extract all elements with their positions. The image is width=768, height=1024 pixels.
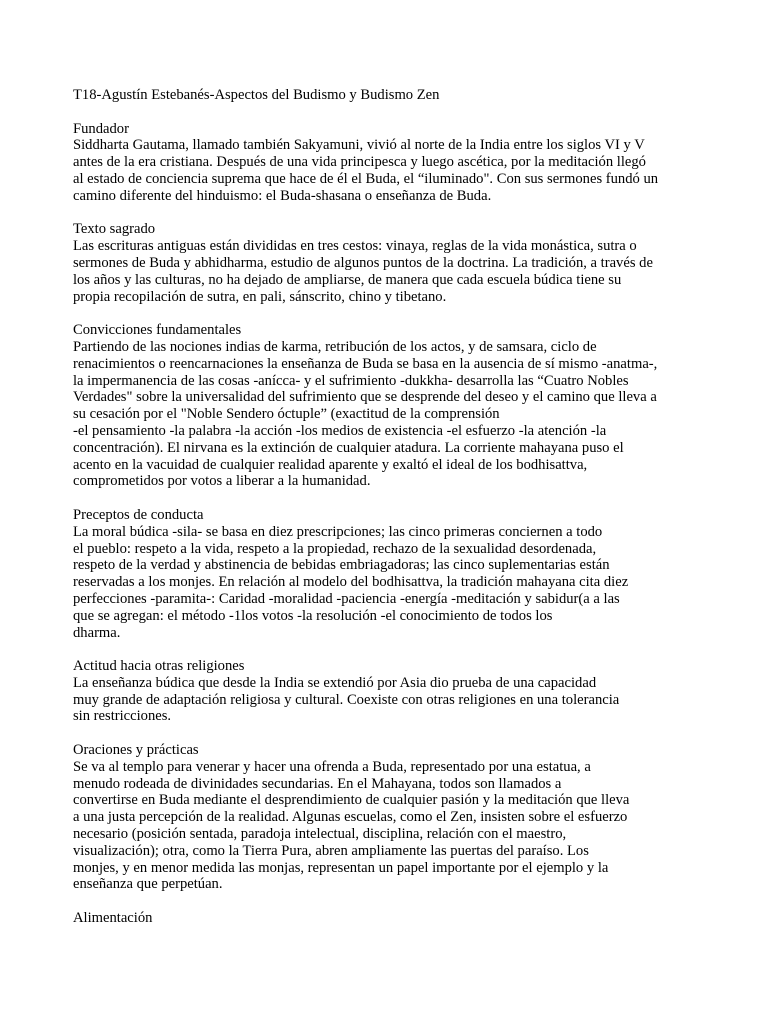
paragraph-line: su cesación por el "Noble Sendero óctuple” (exactitud de la comprensión [73,406,500,423]
paragraph-line: La enseñanza búdica que desde la India se extendió por Asia dio prueba de una capacidad [73,674,597,691]
paragraph-line: Siddharta Gautama, llamado también Sakyamuni, vivió al norte de la India entre los siglos VI y V [73,137,645,154]
paragraph-line: necesario (posición sentada, paradoja intelectual, disciplina, relación con el maestro, [73,826,567,843]
paragraph-line: visualización); otra, como la Tierra Pura, abren ampliamente las puertas del paraíso. Los [73,842,589,859]
paragraph-line: La moral búdica -sila- se basa en diez prescripciones; las cinco primeras conciernen a todo [73,523,603,540]
section [73,742,703,893]
paragraph-line: camino diferente del hinduismo: el Buda-shasana o enseñanza de Buda. [73,187,492,204]
section [73,910,703,927]
paragraph-line: los años y las culturas, no ha dejado de ampliarse, de manera que cada escuela búdica tiene su [73,271,622,288]
paragraph-line: Partiendo de las nociones indias de karma, retribución de los actos, y de samsara, ciclo de [73,338,597,355]
paragraph-line: menudo rodeada de divinidades secundarias. En el Mahayana, todos son llamados a [73,775,562,792]
paragraph-line: sermones de Buda y abhidharma, estudio de algunos puntos de la doctrina. La tradición, a través de [73,254,653,271]
paragraph-line: enseñanza que perpetúan. [73,876,223,893]
section [73,322,703,490]
document-title: T18-Agustín Estebanés-Aspectos del Budismo y Budismo Zen [73,87,440,103]
paragraph-line: a una justa percepción de la realidad. Algunas escuelas, como el Zen, insisten sobre el esfuerzo [73,809,628,826]
paragraph-line: comprometidos por votos a liberar a la humanidad. [73,473,371,490]
paragraph-line: Se va al templo para venerar y hacer una ofrenda a Buda, representado por una estatua, a [73,758,591,775]
section [73,507,703,641]
paragraph-line: que se agregan: el método -1los votos -la resolución -el conocimiento de todos los [73,607,553,624]
paragraph-line: antes de la era cristiana. Después de una vida principesca y luego ascética, por la meditación llegó [73,154,646,171]
paragraph-line: el pueblo: respeto a la vida, respeto a la propiedad, rechazo de la sexualidad desordenada, [73,540,597,557]
section [73,658,703,725]
paragraph-line: respeto de la verdad y abstinencia de bebidas embriagadoras; las cinco suplementarias están [73,557,610,574]
paragraph-line: la impermanencia de las cosas -anícca- y el sufrimiento -dukkha- desarrolla las “Cuatro Nobles [73,372,629,389]
paragraph-line: concentración). El nirvana es la extinción de cualquier atadura. La corriente mahayana puso el [73,439,624,456]
paragraph-line: monjes, y en menor medida las monjas, representan un papel importante por el ejemplo y la [73,859,609,876]
section-heading: Actitud hacia otras religiones [73,658,245,675]
paragraph-line: dharma. [73,624,121,641]
paragraph-line: sin restricciones. [73,708,172,725]
paragraph-line: reservadas a los monjes. En relación al modelo del bodhisattva, la tradición mahayana cita diez [73,574,629,591]
section-heading: Fundador [73,120,129,137]
section-heading: Texto sagrado [73,221,156,238]
section [73,221,703,305]
paragraph-line: propia recopilación de sutra, en pali, sánscrito, chino y tibetano. [73,288,447,305]
paragraph-line: convertirse en Buda mediante el desprendimiento de cualquier pasión y la meditación que lleva [73,792,630,809]
section-heading: Alimentación [73,910,153,927]
document-body [73,87,703,927]
paragraph-line: Verdades" sobre la universalidad del sufrimiento que se desprende del deseo y el camino que lleva a [73,389,657,406]
paragraph-line: -el pensamiento -la palabra -la acción -los medios de existencia -el esfuerzo -la atención -la [73,422,607,439]
section-heading: Convicciones fundamentales [73,322,242,339]
paragraph-line: renacimientos o reencarnaciones la enseñanza de Buda se basa en la ausencia de sí mismo -anatma-, [73,355,658,372]
paragraph-line: perfecciones -paramita-: Caridad -moralidad -paciencia -energía -meditación y sabidur(a a las [73,590,620,607]
section-heading: Oraciones y prácticas [73,742,199,759]
paragraph-line: acento en la vacuidad de cualquier realidad aparente y exaltó el ideal de los bodhisattva, [73,456,588,473]
paragraph-line: muy grande de adaptación religiosa y cultural. Coexiste con otras religiones en una tolerancia [73,691,620,708]
paragraph-line: Las escrituras antiguas están divididas en tres cestos: vinaya, reglas de la vida monástica, sutra o [73,238,637,255]
section [73,121,703,205]
paragraph-line: al estado de conciencia suprema que hace de él el Buda, el “iluminado". Con sus sermones fundó un [73,170,659,187]
section-heading: Preceptos de conducta [73,506,204,523]
